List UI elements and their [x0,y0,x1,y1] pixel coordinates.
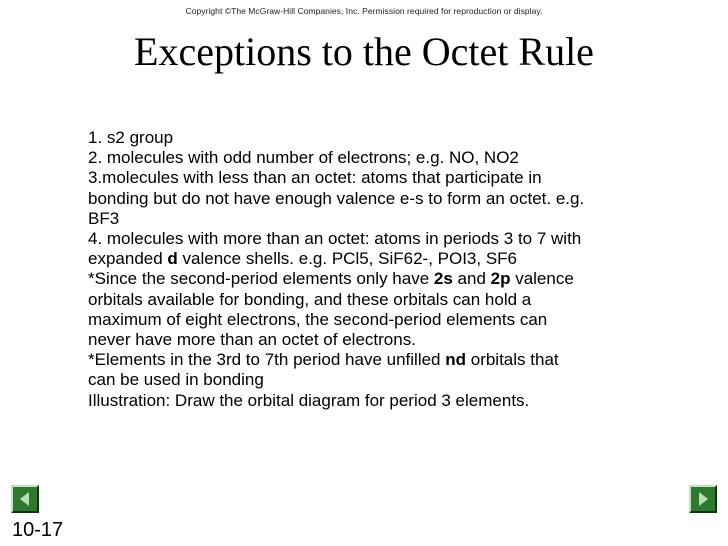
body-text-segment: *Elements in the 3rd to 7th period have unfilled [88,350,446,370]
body-line [88,269,688,289]
body-line: can be used in bonding [88,370,264,390]
slide-number: 10-17 [12,519,64,541]
body-text-segment: valence shells. e.g. PCl5, SiF62-, POI3, SF6 [177,249,517,269]
body-line: BF3 [88,208,120,228]
copyright-notice: Copyright ©The McGraw-Hill Companies, Inc. Permission required for reproduction or display. [185,6,543,16]
slide-body [88,128,688,411]
body-line [88,249,688,269]
next-slide-button[interactable] [689,485,717,513]
bold-term: 2s [433,269,453,289]
bold-term: d [167,249,178,269]
body-line: bonding but do not have enough valence e-s to form an octet. e.g. [88,188,585,208]
body-line: 3.molecules with less than an octet: atoms that participate in [88,168,542,188]
triangle-left-icon [13,487,37,511]
body-text-segment: valence [510,269,574,289]
body-text-segment: expanded [88,249,168,269]
previous-slide-button[interactable] [11,485,39,513]
body-text-segment: and [452,269,491,289]
slide-title: Exceptions to the Octet Rule [134,29,594,74]
triangle-right-icon [691,487,715,511]
body-line: never have more than an octet of electrons. [88,330,416,350]
body-line [88,350,688,370]
bold-term: nd [445,350,467,370]
body-line: maximum of eight electrons, the second-period elements can [88,309,548,329]
body-line: orbitals available for bonding, and these orbitals can hold a [88,289,532,309]
body-text-segment: *Since the second-period elements only have [88,269,434,289]
body-line: 2. molecules with odd number of electrons; e.g. NO, NO2 [88,148,519,168]
body-line: 1. s2 group [88,128,174,147]
body-text-segment: orbitals that [466,350,559,370]
body-line: Illustration: Draw the orbital diagram for period 3 elements. [88,390,530,410]
bold-term: 2p [490,269,511,289]
body-line: 4. molecules with more than an octet: atoms in periods 3 to 7 with [88,229,582,249]
